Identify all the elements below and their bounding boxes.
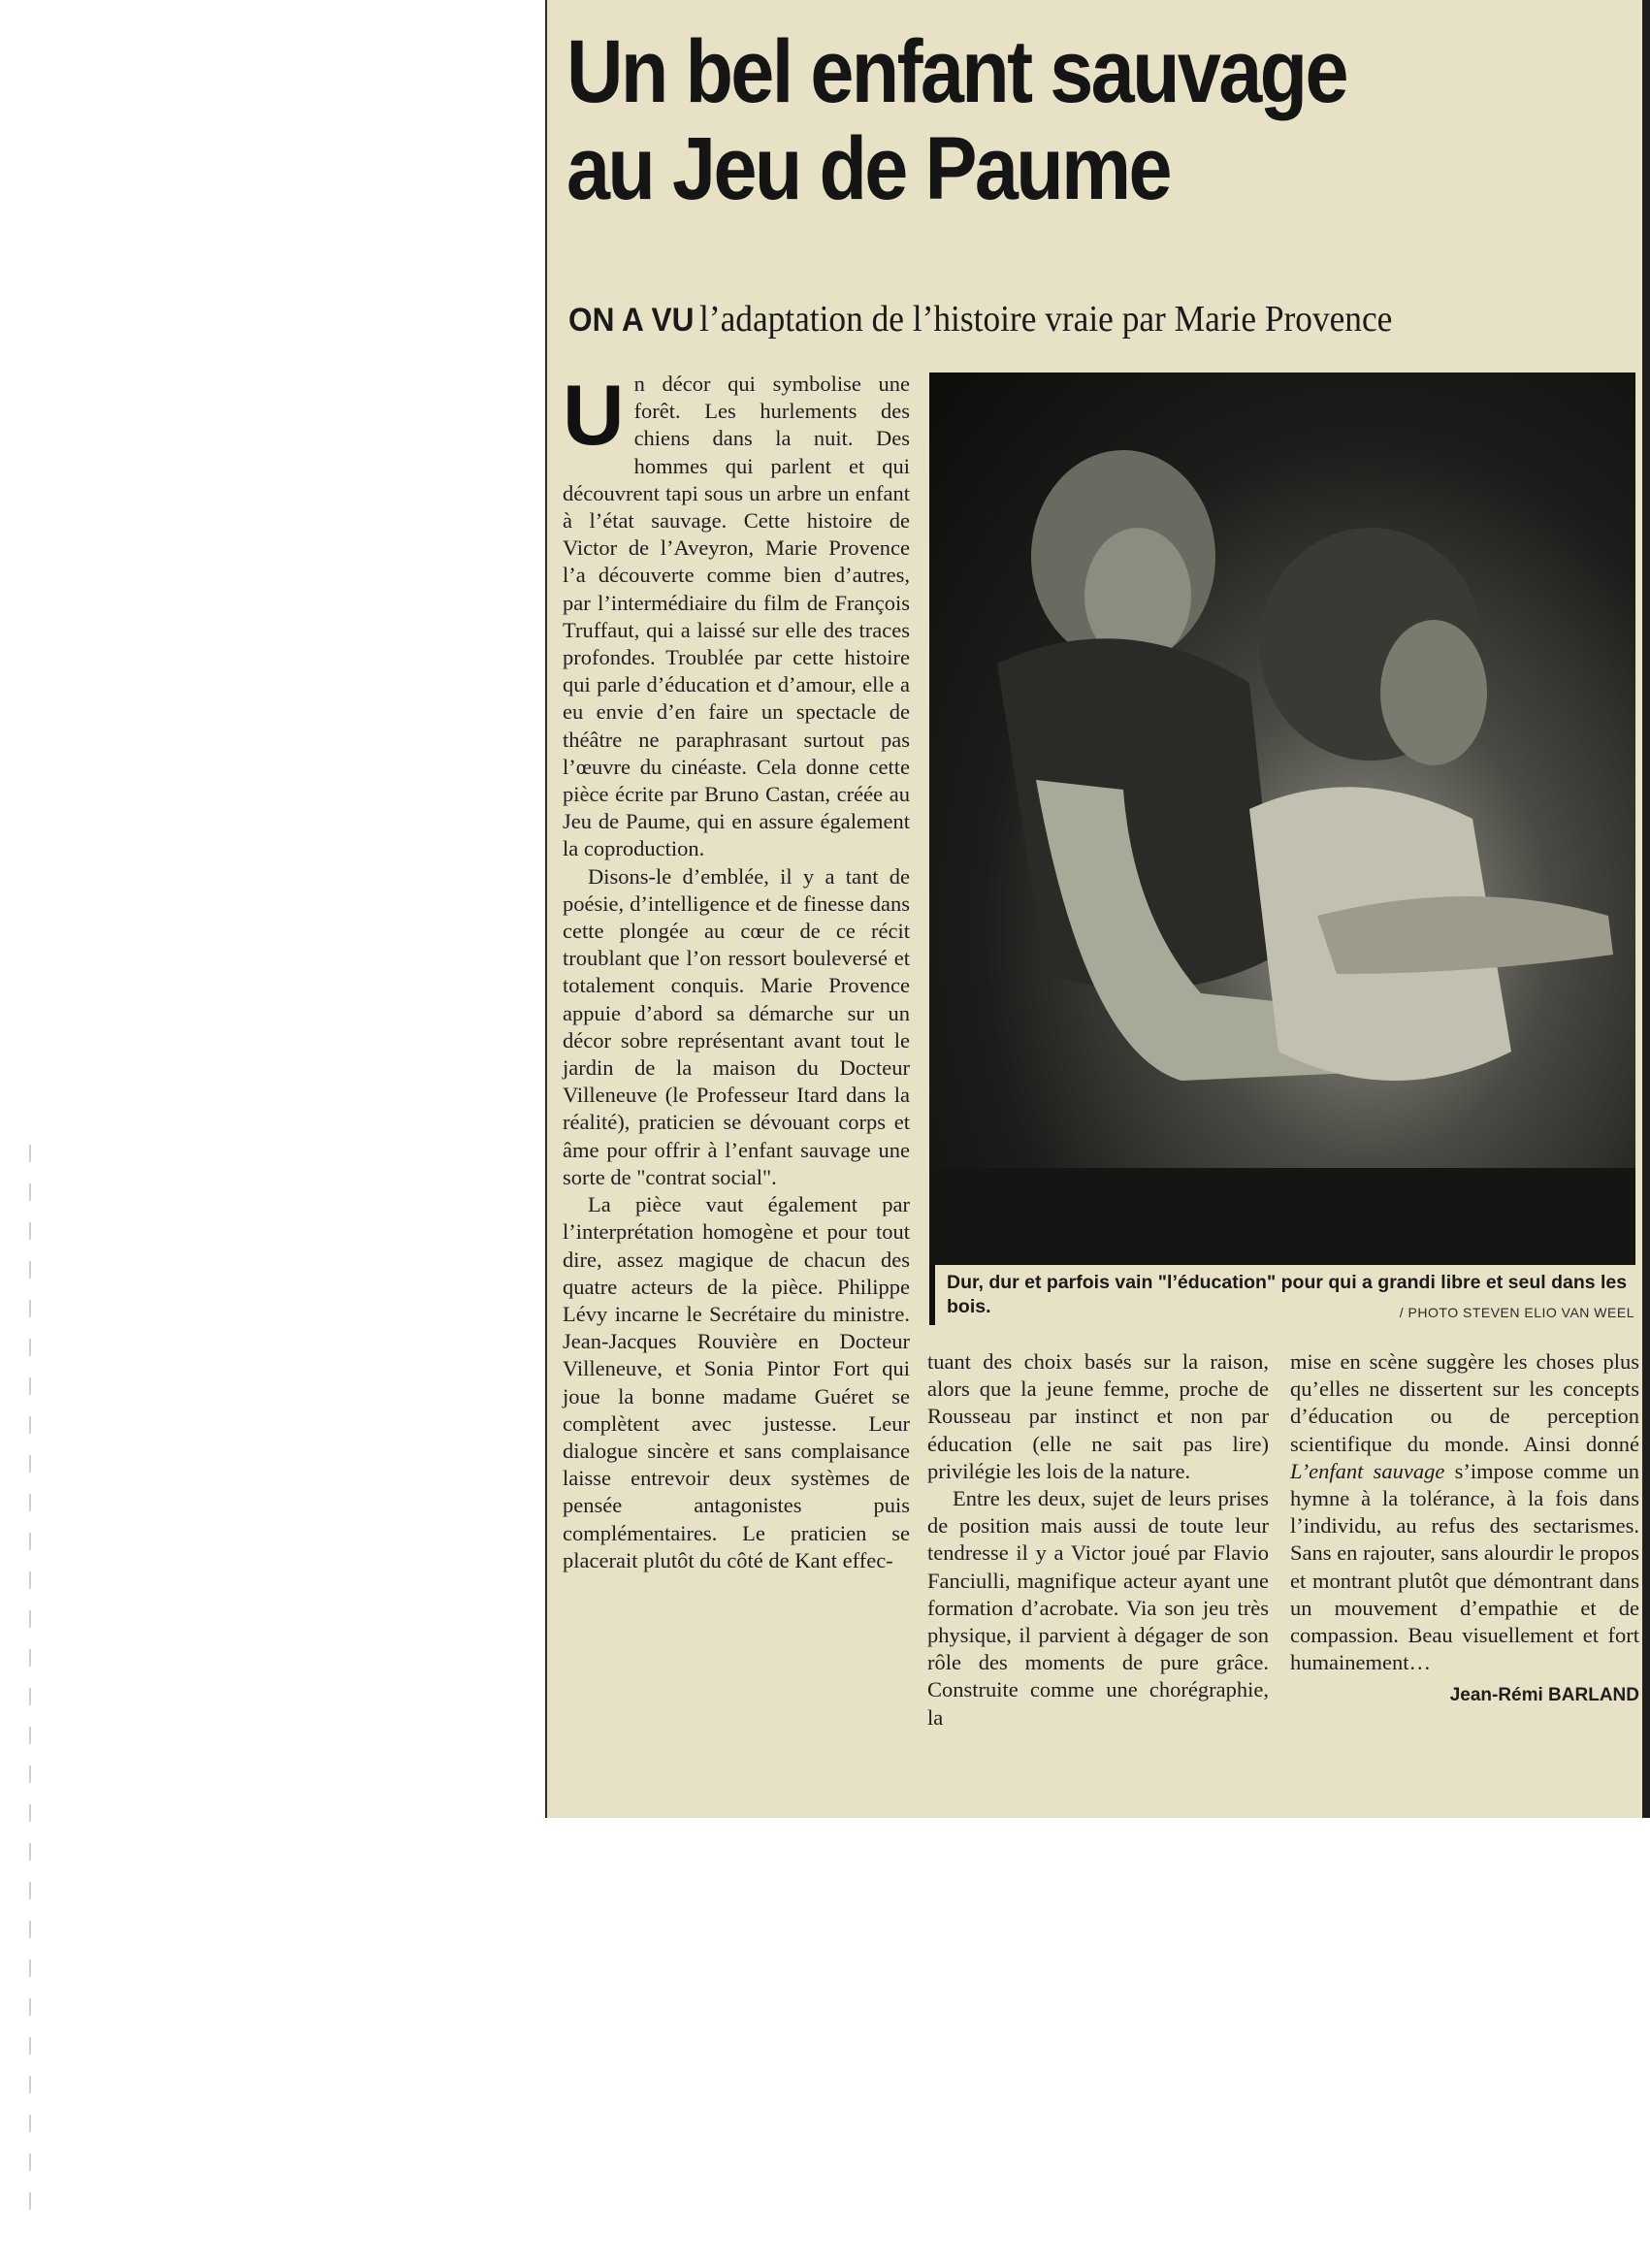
newspaper-clipping [545, 0, 1650, 1818]
article-photo [929, 373, 1635, 1265]
photo-illustration [929, 373, 1635, 1265]
scan-edge-mark [29, 1145, 31, 2212]
paragraph-4-text: mise en scène suggère les choses plus qu’elles ne dissertent sur les concepts d’éducation ou de perception scientifique du monde. Ainsi donné [1290, 1349, 1639, 1456]
paragraph-4-continued [1290, 1348, 1639, 1676]
paragraph-2: Disons-le d’emblée, il y a tant de poésie, d’intelligence et de finesse dans cette plongée au cœur de ce récit troublant que l’on ressort bouleversé et totalement conquis. Marie Provence appuie d’abord sa démarche sur un décor sobre représentant avant tout le jardin de la maison du Docteur Villeneuve (le Professeur Itard dans la réalité), praticien se dévouant corps et âme pour offrir à l’enfant sauvage une sorte de "contrat social". [563, 863, 910, 1189]
headline-line-2: au Jeu de Paume [566, 119, 1170, 218]
caption-bar [929, 1265, 935, 1325]
drop-cap: U [563, 367, 625, 463]
paragraph-1: n décor qui symbolise une forêt. Les hurlements des chiens dans la nuit. Des hommes qui parlent et qui découvrent tapi sous un arbre un enfant à l’état sauvage. Cette histoire de Victor de l’Aveyron, Marie Provence l’a découverte comme bien d’autres, par l’intermédiaire du film de François Truffaut, qui a laissé sur elle des traces profondes. Troublée par cette histoire qui parle d’éducation et d’amour, elle a eu envie d’en faire un spectacle de théâtre ne paraphrasant surtout pas l’œuvre du cinéaste. Cela donne cette pièce écrite par Bruno Castan, créée au Jeu de Paume, qui en assure également la coproduction. [563, 372, 910, 861]
kicker [568, 295, 1569, 344]
headline-line-1: Un bel enfant sauvage [566, 22, 1346, 121]
play-title: L’enfant sauvage [1290, 1458, 1445, 1483]
paragraph-4-end: s’impose comme un hymne à la tolérance, à la fois dans l’individu, au refus des sectarismes. Sans en rajouter, sans alourdir le propos et montrant plutôt que démontrant dans un mouvement d’empathie et de compassion. Beau visuellement et fort humainement… [1290, 1458, 1639, 1675]
headline [566, 23, 1514, 217]
clipping-dark-edge [1642, 0, 1650, 1818]
column-2 [927, 1348, 1269, 1732]
photo-child-face [1380, 620, 1487, 765]
paragraph-3-continued: tuant des choix basés sur la raison, alors que la jeune femme, proche de Rousseau par instinct et non par éducation (elle ne sait pas lire) privilégie les lois de la nature. [927, 1349, 1269, 1483]
photo-caption: Dur, dur et parfois vain "l’éducation" pour qui a grandi libre et seul dans les bois. [947, 1272, 1628, 1317]
paragraph-4: Entre les deux, sujet de leurs prises de position mais aussi de toute leur tendresse il y a Victor joué par Flavio Fanciulli, magnifique acteur ayant une formation d’acrobate. Via son jeu très physique, il parvient à dégager de son rôle des moments de pure grâce. Construite comme une chorégraphie, la [927, 1486, 1269, 1730]
author-signature: Jean-Rémi BARLAND [1449, 1685, 1639, 1706]
column-1 [563, 367, 910, 1574]
photo-child-arms [1317, 896, 1613, 974]
photo-credit: / PHOTO STEVEN ELIO VAN WEEL [1399, 1305, 1634, 1320]
kicker-tag: ON A VU [568, 302, 695, 339]
kicker-text: l’adaptation de l’histoire vraie par Marie Provence [698, 299, 1393, 340]
photo-floor [929, 1168, 1635, 1265]
paragraph-3: La pièce vaut également par l’interprétation homogène et pour tout dire, assez magique de chacun des quatre acteurs de la pièce. Philippe Lévy incarne le Secrétaire du ministre. Jean-Jacques Rouvière en Docteur Villeneuve, et Sonia Pintor Fort qui joue la bonne madame Guéret se complètent avec justesse. Leur dialogue sincère et sans complaisance laisse entrevoir deux systèmes de pensée antagonistes puis complémentaires. Le praticien se placerait plutôt du côté de Kant effec- [563, 1192, 910, 1572]
column-3 [1290, 1348, 1639, 1710]
